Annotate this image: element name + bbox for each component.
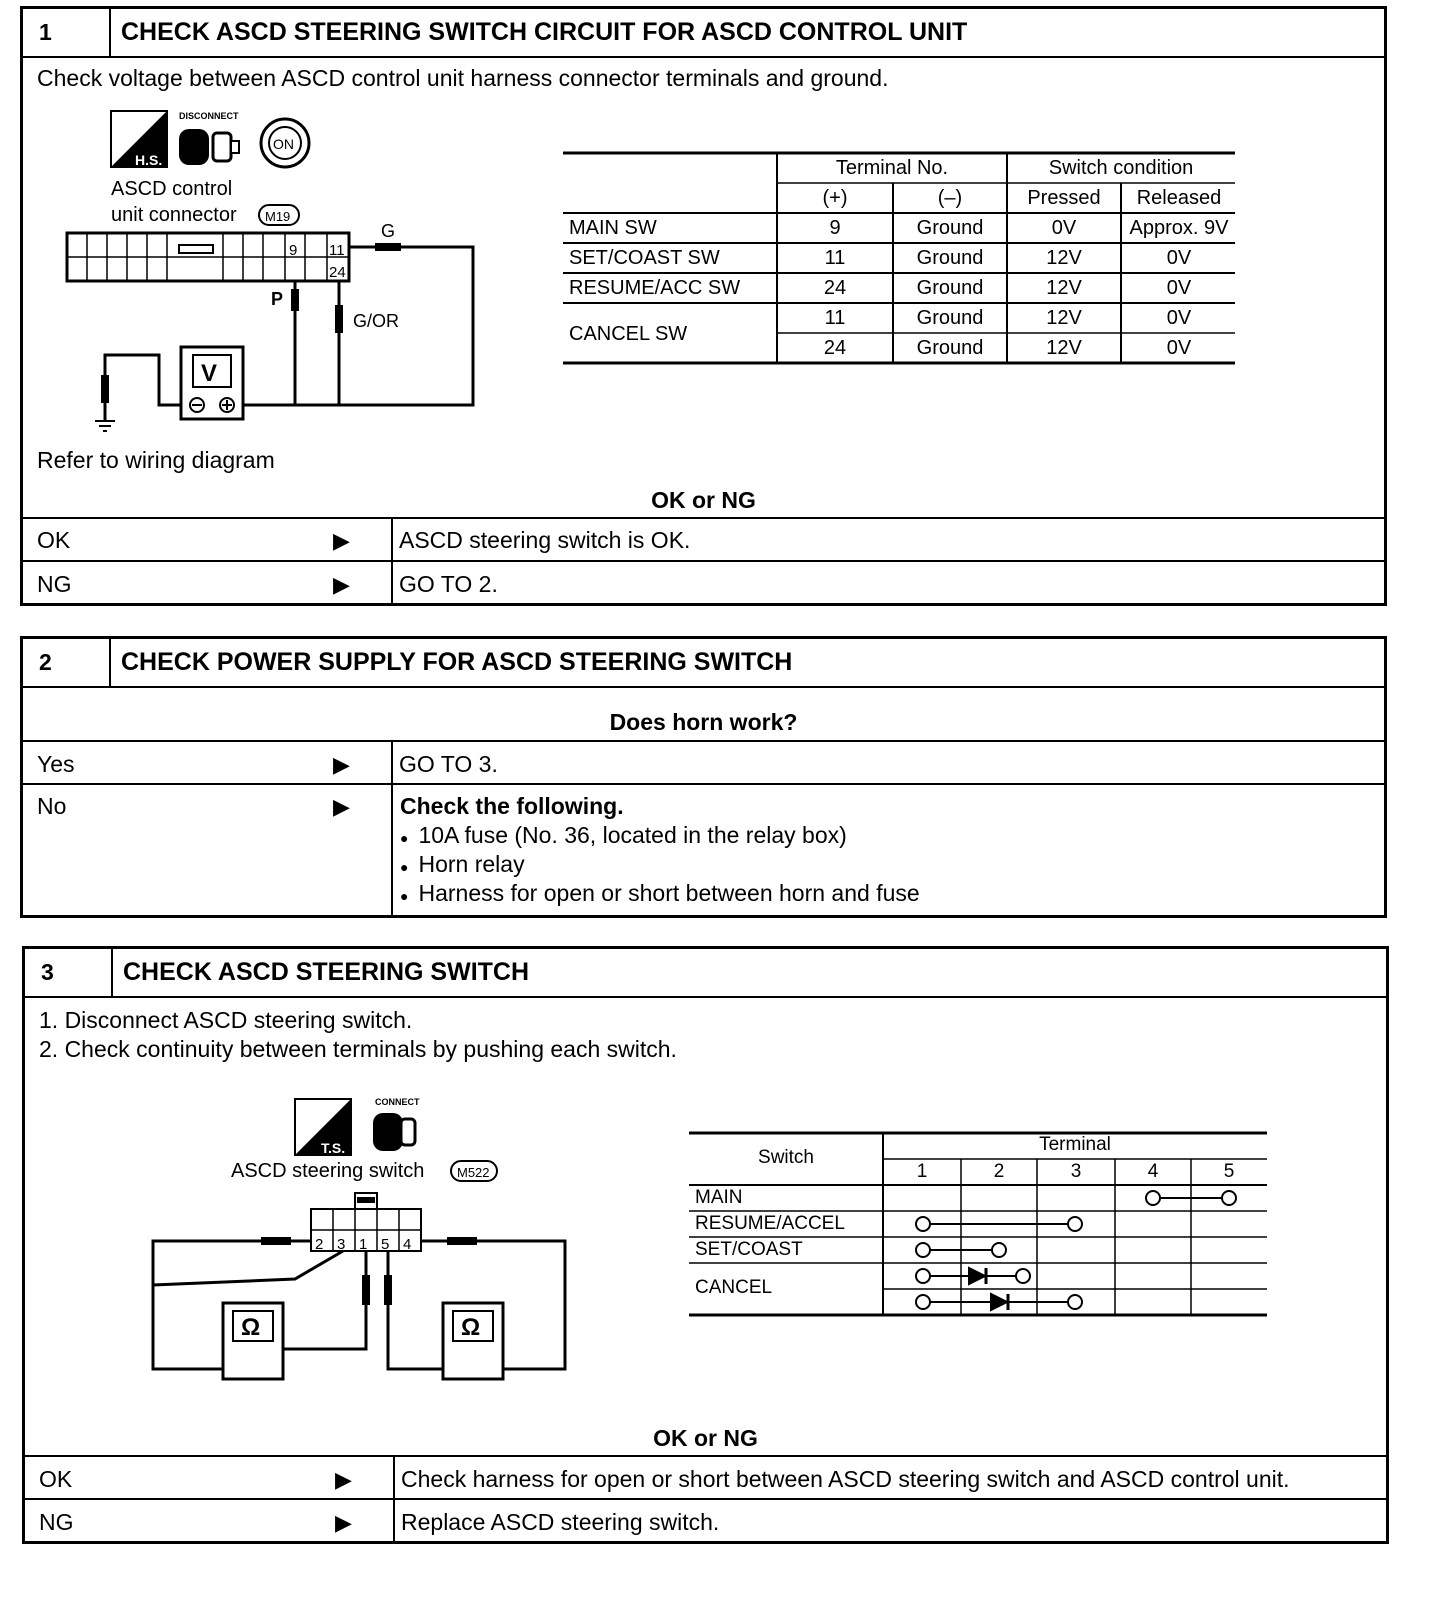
step1-number: 1 [23,9,111,56]
yes-label: Yes [37,751,75,777]
connector-body [67,233,349,281]
hs-icon-label: H.S. [135,152,163,168]
pin-3: 3 [337,1236,346,1253]
connector-code-badge [259,205,299,225]
no-label: No [37,793,67,819]
th-col-5: 5 [1223,1161,1235,1182]
probe-g [375,243,401,251]
step1-question: OK or NG [651,487,756,513]
step3-table-text [689,1131,1273,1325]
step1-instruction: Check voltage between ASCD control unit harness connector terminals and ground. [37,65,889,91]
arrow-icon: ▶ [333,794,350,819]
pin-1: 1 [359,1236,368,1253]
pin-24-label: 24 [329,264,346,281]
on-label: ON [273,136,294,152]
probe-gor [335,305,343,333]
step1-reference: Refer to wiring diagram [37,447,275,473]
arrow-icon: ▶ [333,572,350,597]
pin-5: 5 [381,1236,390,1253]
probe-p [291,289,299,311]
step3-instruction-1: 1. Disconnect ASCD steering switch. [39,1007,413,1033]
ohmmeter-icon [443,1303,503,1379]
ng-label: NG [39,1509,74,1535]
wire-gor-label: G/OR [353,311,400,331]
connect-label: CONNECT [375,1097,420,1107]
step2-question: Does horn work? [609,709,798,735]
th-minus: (–) [937,187,963,209]
ts-icon-label: T.S. [321,1140,346,1156]
step2-title: CHECK POWER SUPPLY FOR ASCD STEERING SWITCH [121,648,793,676]
ok-action: Check harness for open or short between ASCD steering switch and ASCD control unit. [401,1466,1290,1492]
pin-9-label: 9 [289,242,298,259]
ng-action: GO TO 2. [399,571,498,597]
bullet-icon: ● [400,859,409,875]
th-col-1: 1 [916,1161,928,1182]
step1-title: CHECK ASCD STEERING SWITCH CIRCUIT FOR ASCD CONTROL UNIT [121,18,968,46]
no-item-3: ● Harness for open or short between horn and fuse [400,880,920,906]
ng-action: Replace ASCD steering switch. [401,1509,720,1535]
yes-action: GO TO 3. [399,751,498,777]
bullet-icon: ● [400,830,409,846]
step2-number: 2 [23,639,111,686]
ts-icon [295,1099,351,1156]
step3-title: CHECK ASCD STEERING SWITCH [123,958,530,986]
th-plus: (+) [822,187,848,209]
connector-label-1: ASCD control [111,178,233,200]
svg-text:Ω: Ω [461,1314,481,1341]
wire-g-label: G [381,221,396,241]
bullet-icon: ● [400,888,409,904]
step1-box [20,6,1387,606]
no-item-1: ● 10A fuse (No. 36, located in the relay box) [400,822,847,848]
connect-icon [373,1097,420,1151]
arrow-icon: ▶ [333,752,350,777]
step3-box [22,946,1389,1544]
switch-code-badge [451,1161,497,1181]
th-terminal: Terminal [1039,1134,1111,1155]
row-label-main: MAIN [695,1187,743,1208]
step2-yes-row[interactable] [23,740,1384,785]
th-col-2: 2 [993,1161,1005,1182]
wire-p-label: P [271,289,284,309]
th-col-3: 3 [1070,1161,1082,1182]
connector-label-2: unit connector [111,204,237,226]
th-pressed: Pressed [1027,187,1101,209]
step3-number: 3 [25,949,113,996]
th-released: Released [1136,187,1222,209]
ohmmeter-icon [223,1303,283,1379]
pin-2: 2 [315,1236,324,1253]
ground-icon [95,421,115,431]
step3-instruction-2: 2. Check continuity between terminals by pushing each switch. [39,1036,677,1062]
hs-icon [111,111,167,168]
step1-table-text: Terminal No. Switch condition (+) (–) Pressed Released MAIN SW 9 Ground 0V Approx. 9V SET/COAST SW 11 Ground 12V 0V RESUME/ACC SW 24 Ground 12V 0V CANCEL SW 11 Ground 12V 0V 24 Ground 12V 0V [563,151,1243,373]
th-switch: Switch [758,1147,814,1168]
pin-4: 4 [403,1236,412,1253]
th-col-4: 4 [1147,1161,1159,1182]
step3-question: OK or NG [653,1425,758,1451]
probe-ground [101,375,109,403]
th-terminal-no: Terminal No. [835,157,949,179]
th-switch-condition: Switch condition [1048,157,1194,179]
pin-11-label: 11 [329,242,345,259]
arrow-icon: ▶ [335,1510,352,1535]
step3-header [25,949,1386,998]
step3-wiring-diagram [125,1089,605,1389]
step3-ok-row[interactable] [25,1455,1386,1500]
ignition-on-icon [261,119,309,167]
step2-header [23,639,1384,688]
arrow-icon: ▶ [335,1467,352,1492]
row-label-set-coast: SET/COAST [695,1239,803,1260]
no-item-2: ● Horn relay [400,851,525,877]
ng-label: NG [37,571,72,597]
row-label-resume-accel: RESUME/ACCEL [695,1213,845,1234]
no-heading: Check the following. [400,793,624,819]
step2-no-row[interactable] [23,783,1384,917]
voltmeter-icon [181,347,243,419]
svg-text:M522: M522 [457,1165,490,1180]
ok-action: ASCD steering switch is OK. [399,527,691,553]
step1-wiring-diagram [23,99,543,439]
step1-ok-row[interactable] [23,517,1384,562]
disconnect-icon [179,111,239,165]
cancel-label: CANCEL SW [569,323,688,345]
row-label-cancel: CANCEL [695,1277,773,1298]
svg-text:Ω: Ω [241,1314,261,1341]
svg-text:M19: M19 [265,209,291,224]
svg-text:V: V [201,360,218,387]
ok-label: OK [39,1466,73,1492]
step1-header [23,9,1384,58]
switch-label: ASCD steering switch [231,1160,425,1182]
step2-box [20,636,1387,918]
step3-ng-row[interactable] [25,1498,1386,1543]
disconnect-label: DISCONNECT [179,111,239,121]
ok-label: OK [37,527,71,553]
step1-ng-row[interactable] [23,560,1384,605]
arrow-icon: ▶ [333,528,350,553]
